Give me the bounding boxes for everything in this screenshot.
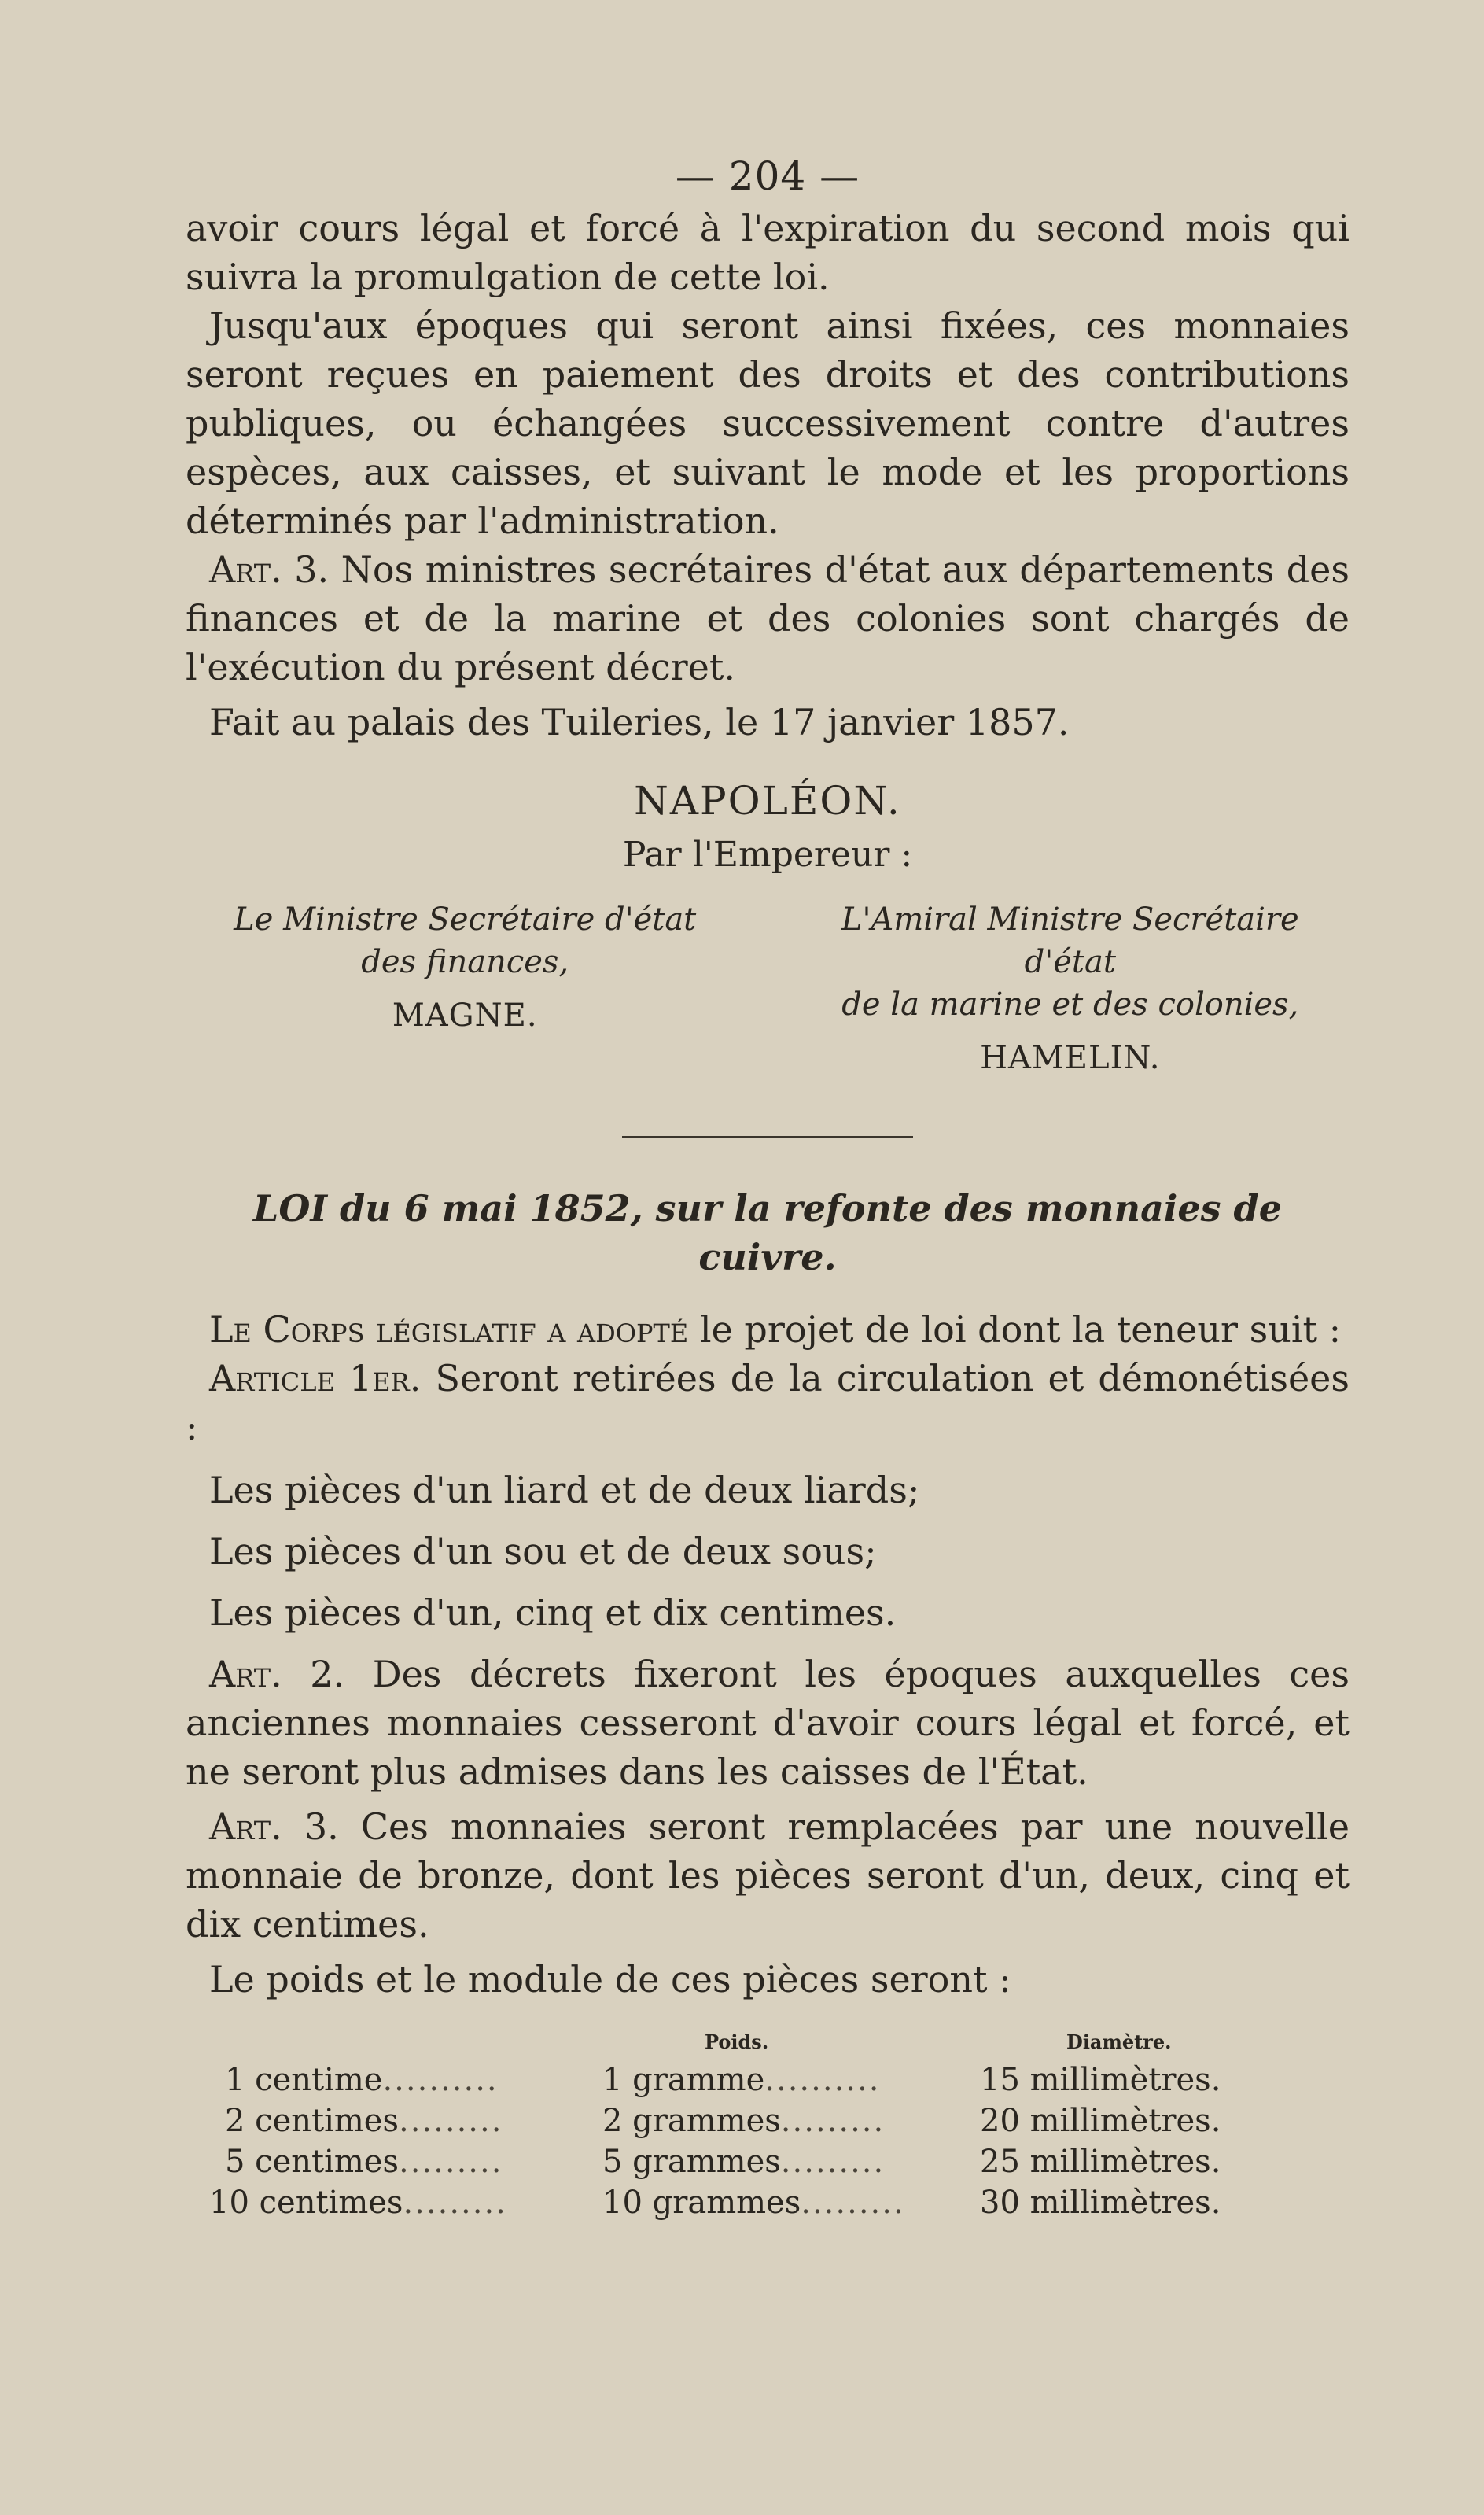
signature-napoleon: NAPOLÉON. bbox=[634, 778, 901, 824]
minister-right-title: L'Amiral Ministre Secrétaire d'état bbox=[841, 902, 1299, 980]
minister-left-name: MAGNE. bbox=[392, 998, 538, 1034]
paragraph-continuation: avoir cours légal et forcé à l'expiration du second mois qui suivra la promulgation de cette loi. bbox=[186, 207, 1350, 298]
poids: 5 grammes bbox=[602, 2144, 781, 2180]
piece: 1 centime bbox=[225, 2062, 383, 2098]
document-page bbox=[186, 153, 1350, 2223]
list-item: Les pièces d'un sou et de deux sous; bbox=[209, 1530, 877, 1573]
piece: 10 centimes bbox=[209, 2185, 403, 2221]
corps-legislatif-label: Le Corps législatif a adopté bbox=[209, 1308, 689, 1351]
diametre: 20 millimètres. bbox=[980, 2103, 1221, 2139]
minister-right-name: HAMELIN. bbox=[980, 1040, 1161, 1076]
article-1-label: Article 1er. bbox=[209, 1357, 422, 1399]
minister-left-title: Le Ministre Secrétaire d'état bbox=[234, 902, 697, 938]
article-2-label: Art. 2. bbox=[209, 1653, 345, 1695]
article-1-text: Seront retirées de la circulation et démonétisées : bbox=[186, 1357, 1350, 1448]
article-3-loi-text: Ces monnaies seront remplacées par une nouvelle monnaie de bronze, dont les pièces seront d'un, deux, cinq et dix centimes. bbox=[186, 1805, 1350, 1945]
coin-table bbox=[186, 2060, 1350, 2223]
piece: 5 centimes bbox=[225, 2144, 399, 2180]
table-row: 10 centimes......... 10 grammes......... 30 millimètres. bbox=[186, 2182, 1350, 2223]
minister-right bbox=[791, 898, 1350, 1079]
article-3-decree-label: Art. 3. bbox=[209, 548, 330, 591]
corps-legislatif-text: le projet de loi dont la teneur suit : bbox=[699, 1308, 1342, 1351]
poids-intro: Le poids et le module de ces pièces seront : bbox=[209, 1958, 1011, 2001]
table-row: 2 centimes......... 2 grammes......... 20 millimètres. bbox=[186, 2100, 1350, 2141]
diametre: 25 millimètres. bbox=[980, 2144, 1221, 2180]
article-3-decree-text: Nos ministres secrétaires d'état aux départements des finances et de la marine et des colonies sont chargés de l'exécution du présent décret. bbox=[186, 548, 1350, 688]
article-3-loi-label: Art. 3. bbox=[209, 1805, 339, 1848]
minister-left-dept: des finances, bbox=[361, 944, 569, 980]
header-poids: Poids. bbox=[705, 2030, 769, 2053]
piece: 2 centimes bbox=[225, 2103, 399, 2139]
table-row: 5 centimes......... 5 grammes......... 25 millimètres. bbox=[186, 2141, 1350, 2182]
poids: 2 grammes bbox=[602, 2103, 781, 2139]
coin-table-header bbox=[186, 2030, 1350, 2053]
fait-au-palais: Fait au palais des Tuileries, le 17 janvier 1857. bbox=[209, 701, 1070, 743]
article-3-loi bbox=[186, 1802, 1350, 1949]
paragraph-payment: Jusqu'aux époques qui seront ainsi fixées, ces monnaies seront reçues en paiement des droits et des contributions publiques, ou échangées successivement contre d'autres espèces, aux caisses, et suivant le mode et les proportions déterminés par l'administration. bbox=[186, 304, 1350, 542]
corps-legislatif bbox=[186, 1305, 1350, 1354]
table-row: 1 centime.......... 1 gramme.......... 15 millimètres. bbox=[186, 2060, 1350, 2100]
poids: 10 grammes bbox=[602, 2185, 801, 2221]
loi-title: LOI du 6 mai 1852, sur la refonte des monnaies de cuivre. bbox=[253, 1187, 1282, 1278]
section-divider bbox=[622, 1136, 913, 1138]
list-item: Les pièces d'un liard et de deux liards; bbox=[209, 1469, 920, 1511]
withdrawn-coins-list bbox=[186, 1466, 1350, 1637]
minister-signatures bbox=[186, 898, 1350, 1079]
par-l-empereur: Par l'Empereur : bbox=[622, 835, 913, 875]
article-1 bbox=[186, 1354, 1350, 1451]
article-3-decree bbox=[186, 545, 1350, 691]
minister-left bbox=[186, 898, 744, 1079]
diametre: 30 millimètres. bbox=[980, 2185, 1221, 2221]
article-2-text: Des décrets fixeront les époques auxquelles ces anciennes monnaies cesseront d'avoir cours légal et forcé, et ne seront plus admises dans les caisses de l'État. bbox=[186, 1653, 1350, 1793]
page-number: — 204 — bbox=[675, 153, 860, 199]
diametre: 15 millimètres. bbox=[980, 2062, 1221, 2098]
list-item: Les pièces d'un, cinq et dix centimes. bbox=[209, 1591, 897, 1634]
poids: 1 gramme bbox=[602, 2062, 765, 2098]
minister-right-dept: de la marine et des colonies, bbox=[841, 986, 1299, 1023]
header-diametre: Diamètre. bbox=[1066, 2030, 1172, 2053]
article-2 bbox=[186, 1650, 1350, 1796]
